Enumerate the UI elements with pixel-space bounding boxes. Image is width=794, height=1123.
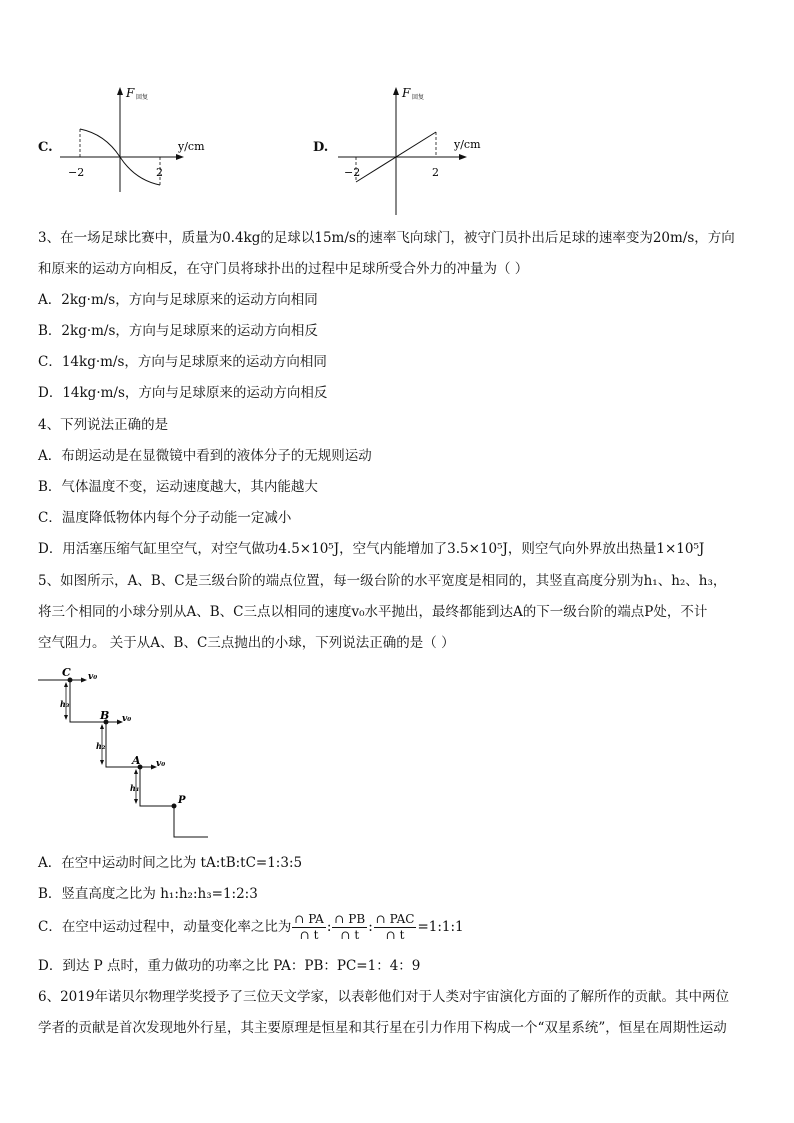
- q4-option-d[interactable]: D．用活塞压缩气缸里空气，对空气做功4.5×10⁵J，空气内能增加了3.5×10⁵J，则空气向外界放出热量1×10⁵J: [38, 541, 705, 557]
- q3-stem-line2: 和原来的运动方向相反，在守门员将球扑出的过程中足球所受合外力的冲量为（ ）: [38, 261, 529, 277]
- q5-option-c[interactable]: C．在空中运动过程中，动量变化率之比为 $\frac{\cap PA}{\cap t}$ : $\frac{\cap PB}{\cap t}$ : $\frac{\text{∩ PAC}}{\cap t}$ =1:1:1: [38, 912, 464, 942]
- f-axis-label: F: [402, 86, 411, 100]
- q5-option-c-suffix: =1:1:1: [417, 919, 464, 935]
- fraction-pb-den: ∩ t: [340, 928, 360, 942]
- q5-option-c-prefix: C．在空中运动过程中，动量变化率之比为: [38, 919, 292, 935]
- q6-stem-line1: 6、2019年诺贝尔物理学奖授予了三位天文学家，以表彰他们对于人类对宇宙演化方面的了解所作的贡献。其中两位: [38, 989, 729, 1005]
- graph-c: [60, 82, 205, 192]
- stairs-figure: [36, 665, 216, 845]
- label-c: C: [62, 666, 71, 679]
- q5-option-a[interactable]: A．在空中运动时间之比为 tA:tB:tC=1:3:5: [38, 855, 303, 871]
- q3-option-d[interactable]: D．14kg·m/s，方向与足球原来的运动方向相反: [38, 385, 328, 401]
- fraction-pac-den: ∩ t: [385, 928, 405, 942]
- fraction-pac-num: ∩ PAC: [375, 912, 415, 926]
- q4-option-c[interactable]: C．温度降低物体内每个分子动能一定减小: [38, 510, 292, 526]
- label-a: A: [132, 754, 141, 767]
- q3-option-b[interactable]: B．2kg·m/s，方向与足球原来的运动方向相反: [38, 323, 318, 339]
- tick-pos: 2: [432, 166, 439, 179]
- label-h3: h₃: [60, 699, 70, 709]
- q3-option-c[interactable]: C．14kg·m/s，方向与足球原来的运动方向相同: [38, 354, 327, 370]
- fraction-pb-num: ∩ PB: [334, 912, 366, 926]
- tick-neg: −2: [68, 166, 85, 179]
- fraction-pac: [374, 912, 417, 943]
- label-b: B: [100, 709, 110, 722]
- option-d-label: D.: [313, 140, 329, 155]
- q4-option-b[interactable]: B．气体温度不变，运动速度越大，其内能越大: [38, 479, 318, 495]
- q4-option-a[interactable]: A．布朗运动是在显微镜中看到的液体分子的无规则运动: [38, 448, 372, 464]
- q5-stem-line2: 将三个相同的小球分别从A、B、C三点以相同的速度v₀水平抛出，最终都能到达A的下一级台阶的端点P处，不计: [38, 604, 708, 620]
- label-v0-a: v₀: [156, 759, 166, 769]
- q5-stem-line3: 空气阻力。 关于从A、B、C三点抛出的小球，下列说法正确的是（ ）: [38, 635, 455, 651]
- option-c-label: C.: [38, 140, 53, 155]
- q4-stem: 4、下列说法正确的是: [38, 417, 169, 433]
- graph-d: [338, 82, 488, 217]
- label-v0-b: v₀: [122, 714, 132, 724]
- f-axis-sub: 回复: [412, 94, 425, 101]
- q5-stem-line1: 5、如图所示，A、B、C是三级台阶的端点位置，每一级台阶的水平宽度是相同的，其竖直高度分别为h₁、h₂、h₃，: [38, 573, 727, 589]
- y-axis-label: y/cm: [454, 138, 481, 151]
- f-axis-sub: 回复: [136, 94, 149, 101]
- fraction-pa: [292, 912, 326, 943]
- q3-stem-line1: 3、在一场足球比赛中，质量为0.4kg的足球以15m/s的速率飞向球门，被守门员扑出后足球的速率变为20m/s，方向: [38, 230, 735, 246]
- q5-option-d[interactable]: D．到达 P 点时，重力做功的功率之比 PA：PB：PC=1：4：9: [38, 958, 421, 974]
- label-h1: h₁: [130, 783, 140, 793]
- label-p: P: [178, 795, 186, 806]
- fraction-pa-num: ∩ PA: [294, 912, 324, 926]
- tick-neg: −2: [344, 166, 361, 179]
- q5-option-b[interactable]: B．竖直高度之比为 h₁:h₂:h₃=1:2:3: [38, 886, 258, 902]
- tick-pos: 2: [156, 166, 163, 179]
- label-h2: h₂: [96, 741, 106, 751]
- q3-option-a[interactable]: A．2kg·m/s，方向与足球原来的运动方向相同: [38, 292, 318, 308]
- q6-stem-line2: 学者的贡献是首次发现地外行星，其主要原理是恒星和其行星在引力作用下构成一个“双星系统”，恒星在周期性运动: [38, 1020, 727, 1036]
- fraction-pa-den: ∩ t: [299, 928, 319, 942]
- fraction-pb: [332, 912, 367, 943]
- f-axis-label: F: [126, 86, 135, 100]
- y-axis-label: y/cm: [178, 140, 205, 153]
- label-v0-c: v₀: [88, 672, 98, 682]
